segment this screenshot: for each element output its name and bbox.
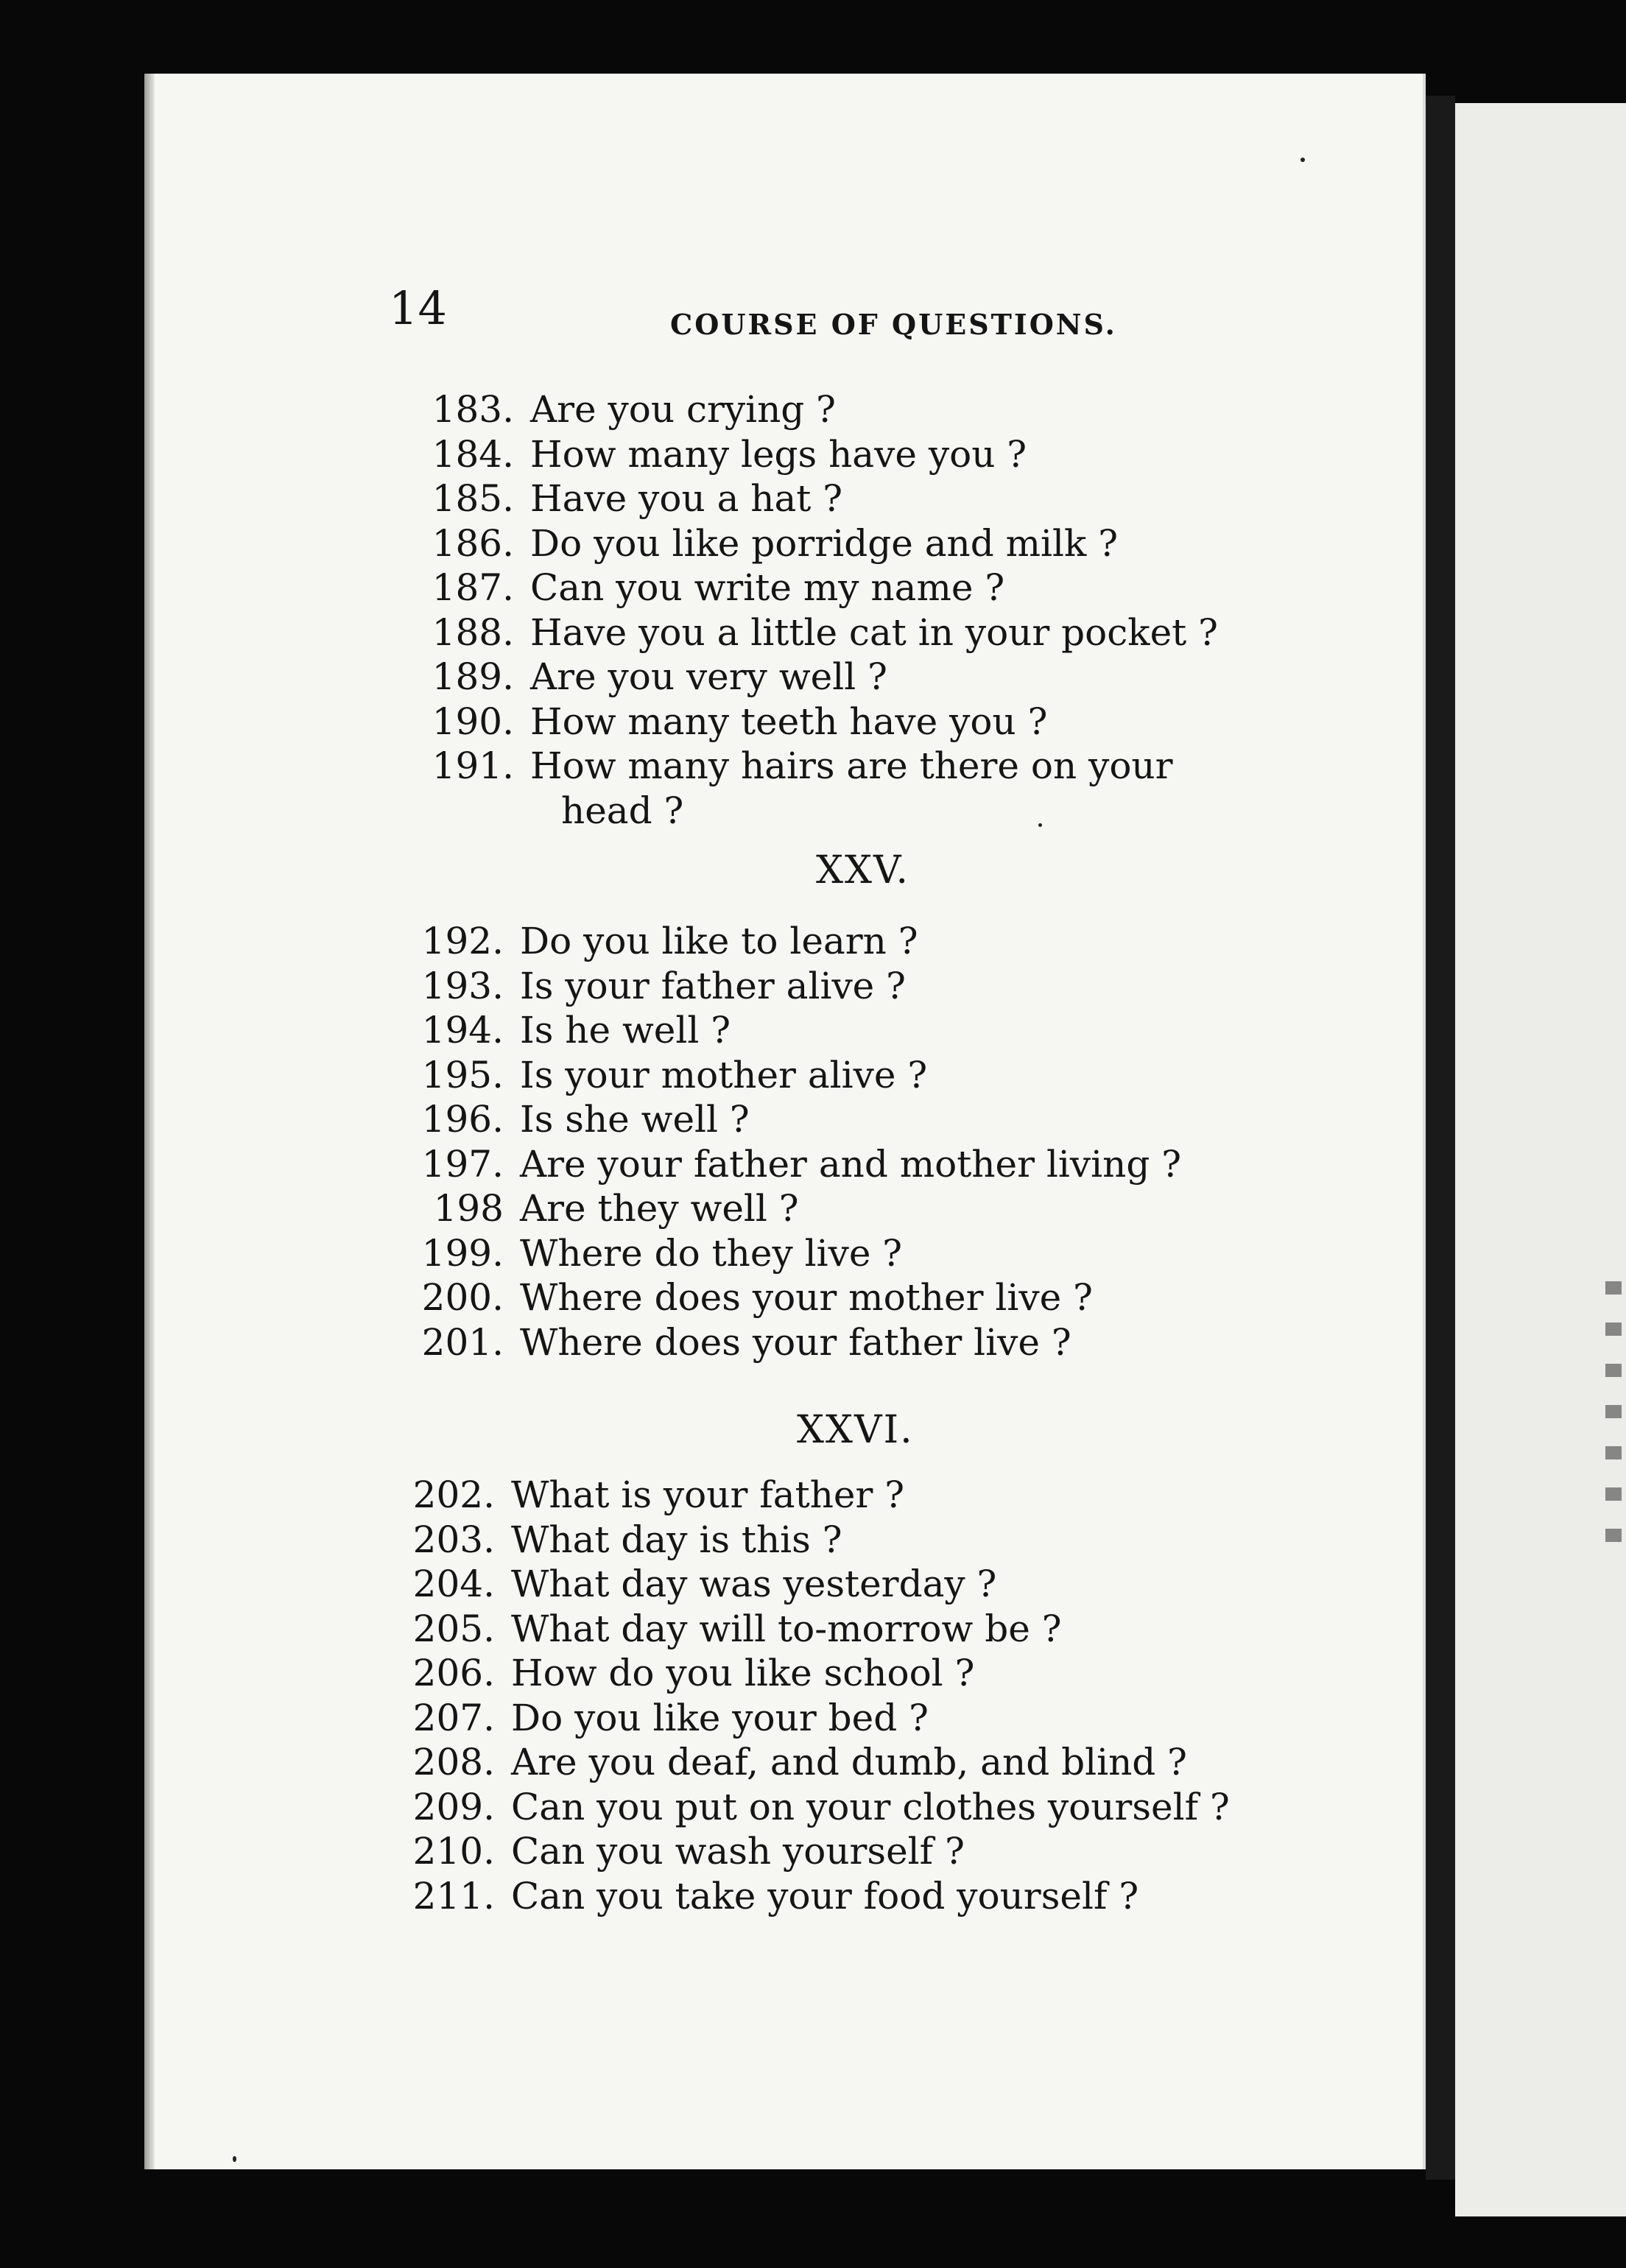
facing-page-text-fragments [1605, 1281, 1622, 1546]
question-text: Are you deaf, and dumb, and blind ? [511, 1741, 1187, 1783]
question-item [395, 1785, 1230, 1830]
question-text: What is your father ? [511, 1473, 905, 1516]
question-continuation: head ? [561, 789, 684, 832]
question-item [404, 1231, 1181, 1276]
question-item [414, 387, 1218, 432]
facing-page-edge [1455, 103, 1626, 2216]
question-item [395, 1829, 1230, 1874]
question-text: Can you wash yourself ? [511, 1830, 965, 1873]
question-number: 193. [421, 964, 504, 1007]
question-text: Are you very well ? [530, 655, 887, 698]
question-text: What day was yesterday ? [511, 1563, 997, 1605]
question-number: 188. [432, 610, 514, 654]
question-text: Can you put on your clothes yourself ? [511, 1785, 1230, 1828]
question-number: 206. [412, 1652, 495, 1694]
question-text: How do you like school ? [511, 1652, 975, 1694]
question-number: 184. [432, 432, 514, 476]
question-number: 200. [421, 1276, 504, 1319]
question-item [395, 1651, 1230, 1696]
question-item [395, 1607, 1230, 1652]
question-number: 194. [421, 1009, 504, 1052]
question-number: 202. [412, 1473, 495, 1516]
question-number: 198 [433, 1187, 504, 1230]
question-text: Is your mother alive ? [520, 1053, 928, 1096]
question-item [404, 1275, 1181, 1320]
question-text: Do you like your bed ? [511, 1696, 929, 1739]
question-item [414, 521, 1218, 566]
dust-speck [1301, 158, 1305, 162]
question-text: Where does your father live ? [520, 1320, 1071, 1364]
question-text: Where does your mother live ? [520, 1276, 1093, 1319]
question-text: Have you a little cat in your pocket ? [530, 610, 1218, 654]
question-item [404, 1320, 1181, 1365]
question-number: 204. [412, 1563, 495, 1605]
page-number: 14 [389, 281, 447, 335]
question-number: 208. [412, 1741, 495, 1783]
question-number: 189. [432, 655, 514, 698]
question-number: 191. [432, 744, 514, 787]
question-text: Do you like to learn ? [520, 920, 918, 962]
section-heading-xxv: XXV. [816, 848, 910, 892]
question-item [404, 1008, 1181, 1053]
running-head: COURSE OF QUESTIONS. [670, 308, 1117, 341]
question-item [414, 432, 1218, 477]
question-number: 187. [432, 566, 514, 609]
question-text: Can you take your food yourself ? [511, 1874, 1139, 1917]
question-number: 201. [421, 1320, 504, 1364]
question-item [395, 1874, 1230, 1919]
question-text: Are your father and mother living ? [520, 1142, 1182, 1186]
question-item [404, 919, 1181, 964]
page-left-edge [144, 74, 155, 2169]
question-number: 196. [421, 1098, 504, 1141]
question-number: 190. [432, 700, 514, 743]
question-text: Can you write my name ? [530, 566, 1005, 609]
question-item [404, 1097, 1181, 1142]
question-item [395, 1740, 1230, 1785]
question-text: Are they well ? [520, 1187, 799, 1230]
question-text: How many legs have you ? [530, 432, 1027, 476]
question-text: Where do they live ? [520, 1231, 903, 1275]
question-list-section-xxvi [395, 1473, 1230, 1918]
question-item [395, 1696, 1230, 1741]
question-number: 185. [432, 477, 514, 520]
question-number: 192. [421, 920, 504, 962]
question-number: 195. [421, 1053, 504, 1096]
book-gutter [1426, 96, 1455, 2180]
question-item [395, 1473, 1230, 1518]
question-number: 186. [432, 521, 514, 565]
question-text: Have you a hat ? [530, 477, 843, 520]
question-item [404, 1142, 1181, 1187]
question-number: 199. [421, 1231, 504, 1275]
section-heading-xxvi: XXVI. [797, 1408, 914, 1452]
question-list-group-1 [414, 387, 1218, 833]
question-number: 197. [421, 1142, 504, 1186]
question-item [414, 744, 1218, 789]
question-item [414, 700, 1218, 744]
question-text: Are you crying ? [530, 388, 836, 431]
question-item [404, 964, 1181, 1009]
question-item [414, 566, 1218, 610]
question-item [395, 1518, 1230, 1563]
question-text: How many hairs are there on your [530, 744, 1173, 787]
question-number: 203. [412, 1518, 495, 1561]
question-text: Is she well ? [520, 1098, 750, 1141]
question-text: How many teeth have you ? [530, 700, 1048, 743]
question-number: 211. [412, 1874, 495, 1917]
question-number: 210. [412, 1830, 495, 1873]
question-text: What day is this ? [511, 1518, 842, 1561]
question-item [414, 476, 1218, 521]
question-text: Is he well ? [520, 1009, 731, 1052]
question-number: 209. [412, 1785, 495, 1828]
question-item [404, 1186, 1181, 1231]
question-text: Is your father alive ? [520, 964, 906, 1007]
question-number: 207. [412, 1696, 495, 1739]
question-number: 183. [432, 388, 514, 431]
question-item [414, 655, 1218, 700]
question-text: What day will to-morrow be ? [511, 1607, 1062, 1650]
question-list-section-xxv [404, 919, 1181, 1364]
question-item [414, 610, 1218, 655]
question-item [404, 1053, 1181, 1098]
question-item [395, 1562, 1230, 1607]
question-number: 205. [412, 1607, 495, 1650]
dust-speck [233, 2156, 236, 2162]
question-text: Do you like porridge and milk ? [530, 521, 1118, 565]
